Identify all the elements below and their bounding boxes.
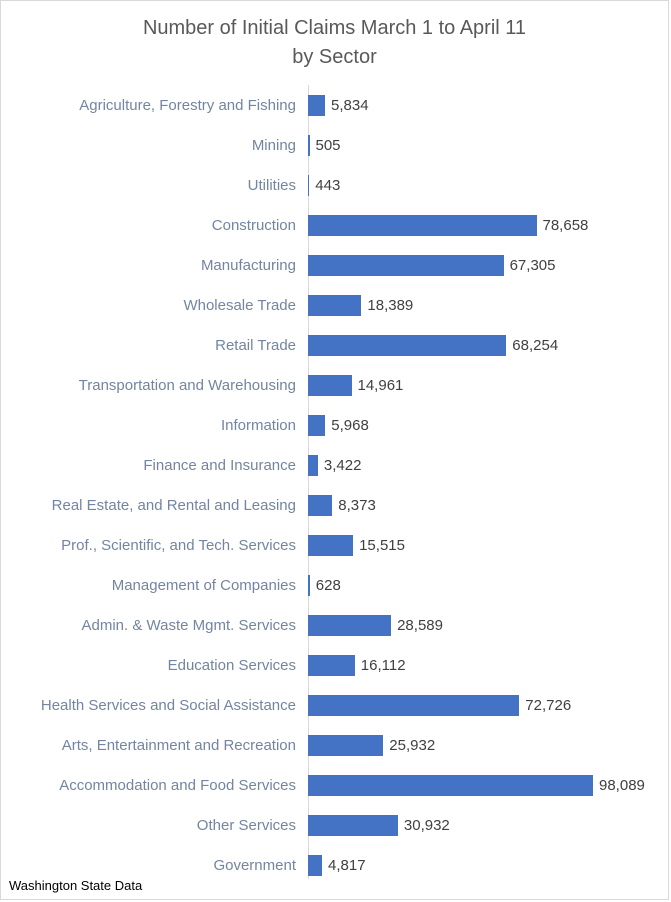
chart-row: [1, 525, 668, 565]
category-label: Mining: [251, 136, 296, 154]
chart-row: [1, 565, 668, 605]
chart-row: [1, 725, 668, 765]
bar-cell: [308, 325, 668, 365]
chart-row: [1, 645, 668, 685]
value-label: 3,422: [323, 456, 362, 474]
bar-cell: [308, 85, 668, 125]
chart-title-line1: Number of Initial Claims March 1 to April 11: [142, 17, 527, 39]
chart-row: [1, 285, 668, 325]
value-label: 78,658: [542, 216, 589, 234]
category-label: Retail Trade: [215, 336, 296, 354]
category-label: Prof., Scientific, and Tech. Services: [61, 536, 296, 554]
bar-cell: [308, 845, 668, 885]
category-label: Construction: [211, 216, 296, 234]
bar-cell: [308, 445, 668, 485]
value-label: 4,817: [328, 856, 366, 874]
bar-cell: [308, 725, 668, 765]
source-note: Washington State Data: [9, 878, 143, 893]
bar: [308, 655, 355, 676]
category-label: Agriculture, Forestry and Fishing: [79, 96, 296, 114]
category-label: Other Services: [196, 816, 296, 834]
bar-cell: [308, 685, 668, 725]
value-label: 5,968: [331, 416, 369, 434]
bar: [308, 335, 506, 356]
category-label: Real Estate, and Rental and Leasing: [51, 496, 296, 514]
bar: [308, 775, 593, 796]
chart-row: [1, 805, 668, 845]
category-label: Admin. & Waste Mgmt. Services: [81, 616, 296, 634]
bar-cell: [308, 765, 668, 805]
bar: [308, 95, 325, 116]
category-label: Wholesale Trade: [183, 296, 296, 314]
value-label: 15,515: [359, 536, 405, 554]
value-label: 443: [315, 176, 341, 194]
bar-cell: [308, 485, 668, 525]
bar-cell: [308, 245, 668, 285]
category-label: Utilities: [247, 176, 296, 194]
chart-row: [1, 605, 668, 645]
bar-cell: [308, 405, 668, 445]
value-label: 67,305: [509, 256, 556, 274]
bar: [308, 695, 519, 716]
chart-row: [1, 485, 668, 525]
value-label: 16,112: [360, 656, 406, 674]
chart-row: [1, 765, 668, 805]
chart-title: [1, 14, 668, 72]
bar-cell: [308, 805, 668, 845]
chart-row: [1, 245, 668, 285]
value-label: 68,254: [512, 336, 559, 354]
bar: [308, 615, 391, 636]
bar: [308, 575, 310, 596]
chart-row: [1, 85, 668, 125]
bar: [308, 295, 361, 316]
bar: [308, 215, 537, 236]
bar-cell: [308, 525, 668, 565]
bar-cell: [308, 205, 668, 245]
value-label: 8,373: [338, 496, 376, 514]
category-label: Government: [213, 856, 296, 874]
category-label: Management of Companies: [111, 576, 296, 594]
chart-row: [1, 685, 668, 725]
bar-cell: [308, 365, 668, 405]
bar-cell: [308, 125, 668, 165]
bar: [308, 855, 322, 876]
plot-area: [1, 85, 668, 885]
chart-row: [1, 205, 668, 245]
category-label: Manufacturing: [200, 256, 296, 274]
chart-row: [1, 165, 668, 205]
value-label: 30,932: [403, 816, 450, 834]
bar: [308, 735, 383, 756]
value-label: 18,389: [367, 296, 414, 314]
bar: [308, 455, 318, 476]
value-label: 628: [315, 576, 341, 594]
bar: [308, 535, 353, 556]
value-label: 98,089: [599, 776, 645, 794]
bar: [308, 415, 325, 436]
bar: [308, 495, 332, 516]
bar-cell: [308, 285, 668, 325]
value-label: 505: [315, 136, 341, 154]
bar: [308, 255, 504, 276]
category-label: Education Services: [167, 656, 296, 674]
bar-cell: [308, 165, 668, 205]
bar: [308, 375, 352, 396]
chart-title-line2: by Sector: [292, 46, 377, 68]
chart-row: [1, 125, 668, 165]
bar-cell: [308, 605, 668, 645]
bar-cell: [308, 645, 668, 685]
category-label: Health Services and Social Assistance: [40, 696, 296, 714]
bar: [308, 135, 310, 156]
category-label: Arts, Entertainment and Recreation: [61, 736, 296, 754]
value-label: 14,961: [357, 376, 404, 394]
chart-row: [1, 365, 668, 405]
category-label: Accommodation and Food Services: [59, 776, 296, 794]
value-label: 72,726: [525, 696, 572, 714]
bar-cell: [308, 565, 668, 605]
value-label: 5,834: [331, 96, 369, 114]
category-label: Information: [220, 416, 296, 434]
chart-row: [1, 445, 668, 485]
value-label: 28,589: [397, 616, 443, 634]
category-label: Transportation and Warehousing: [78, 376, 296, 394]
category-label: Finance and Insurance: [143, 456, 296, 474]
chart-row: [1, 405, 668, 445]
value-label: 25,932: [389, 736, 436, 754]
chart-row: [1, 325, 668, 365]
bar: [308, 175, 309, 196]
bar: [308, 815, 398, 836]
